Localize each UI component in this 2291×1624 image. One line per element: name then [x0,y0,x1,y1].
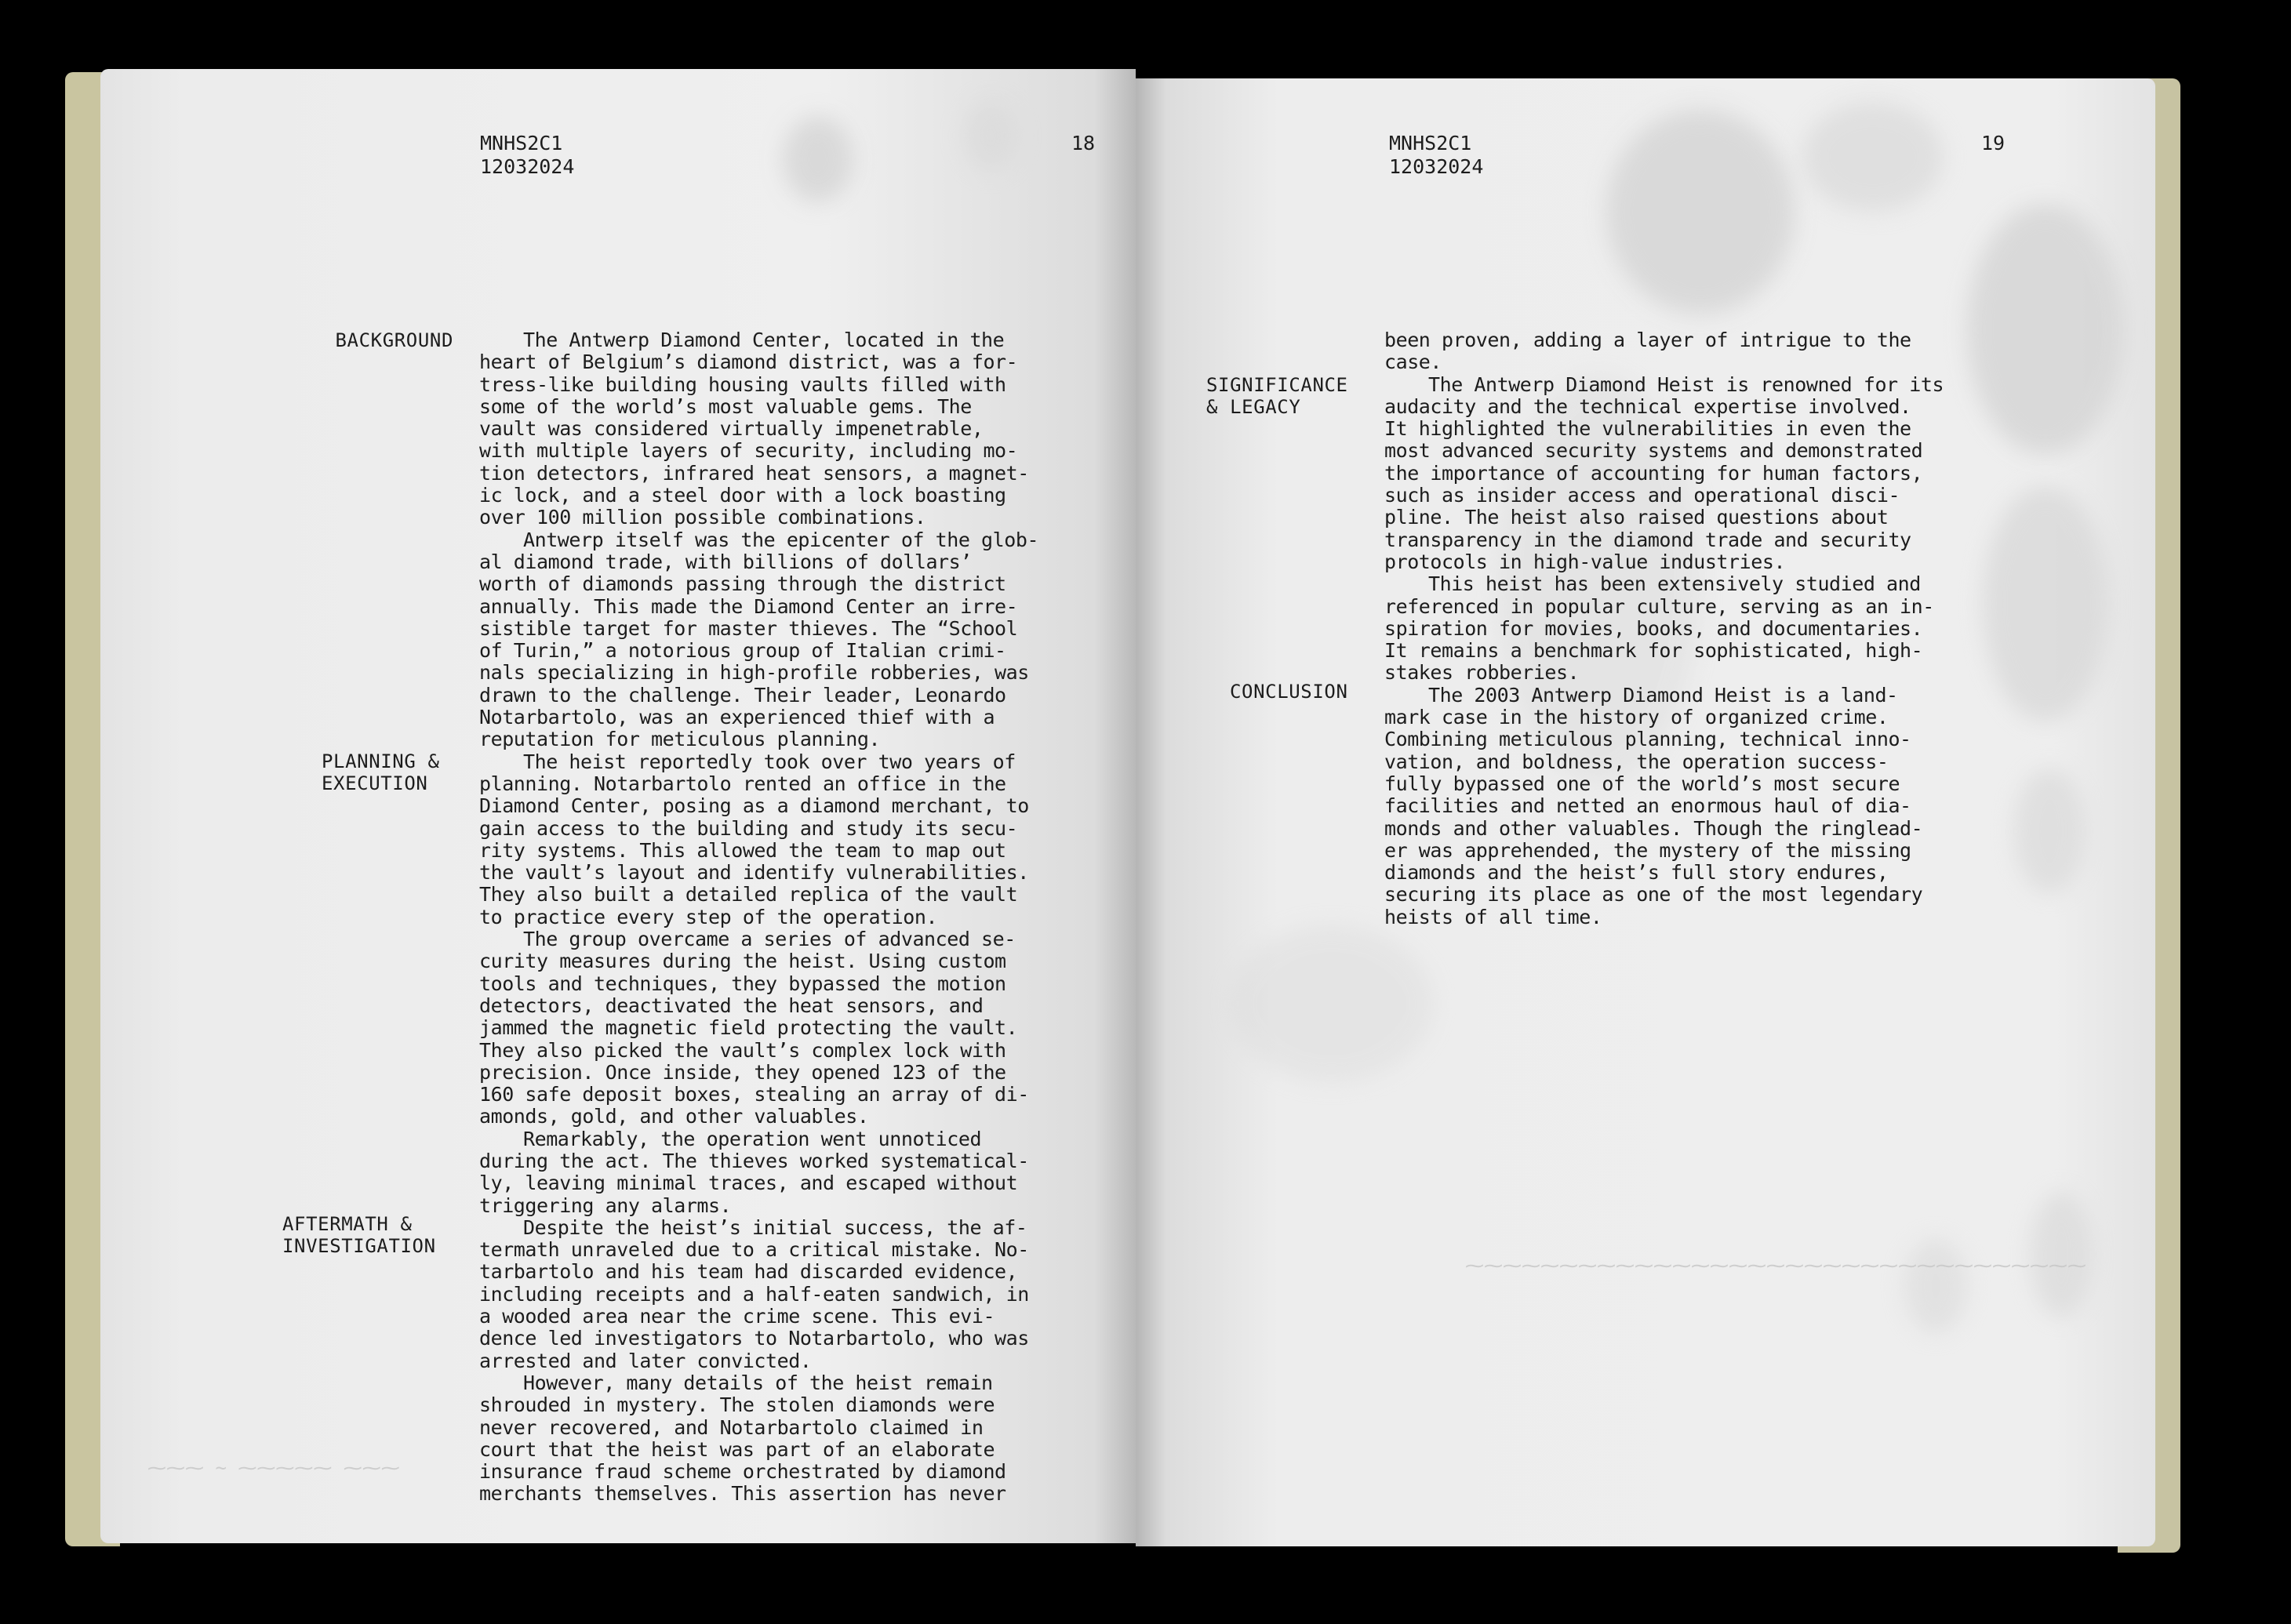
section-label-aftermath-investigation: AFTERMATH & INVESTIGATION [282,1213,436,1258]
text-line: tress-like building housing vaults filled with [479,372,1006,396]
text-line: ly, leaving minimal traces, and escaped without [479,1172,1018,1195]
doc-code: MNHS2C1 [1389,132,1472,154]
text-line: a wooded area near the crime scene. This evi- [479,1305,995,1328]
text-line: audacity and the technical expertise involved. [1384,394,1911,418]
text-line: the vault’s layout and identify vulnerabilities. [479,861,1029,885]
text-line: the importance of accounting for human factors, [1384,461,1923,485]
text-line: However, many details of the heist remain [523,1371,993,1394]
text-line: case. [1384,351,1442,374]
section-label-background: BACKGROUND [335,329,453,351]
text-line: gain access to the building and study its secu- [479,816,1018,840]
text-line: court that the heist was part of an elaborate [479,1437,995,1461]
text-line: merchants themselves. This assertion has never [479,1482,1006,1506]
text-line: nals specializing in high-profile robberies, was [479,661,1029,685]
text-line: such as insider access and operational disci- [1384,484,1900,507]
text-line: been proven, adding a layer of intrigue to the [1384,329,1911,351]
text-line: jammed the magnetic field protecting the vault. [479,1016,1018,1040]
text-line: referenced in popular culture, serving as an in- [1384,594,1934,618]
text-line: never recovered, and Notarbartolo claimed in [479,1415,984,1439]
doc-date: 12032024 [1389,155,1484,178]
doc-date: 12032024 [480,155,575,178]
text-line: monds and other valuables. Though the ringlead- [1384,816,1923,840]
text-line: most advanced security systems and demonstrated [1384,439,1923,463]
ink-blot [2014,768,2085,894]
ink-blot [963,100,1018,171]
text-line: protocols in high-value industries. [1384,550,1786,573]
text-line: Combining meticulous planning, technical inno- [1384,728,1911,751]
text-line: mark case in the history of organized crime. [1384,706,1889,729]
text-line: al diamond trade, with billions of dollars’ [479,550,972,573]
text-line: drawn to the challenge. Their leader, Leonardo [479,683,1006,707]
text-line: ic lock, and a steel door with a lock boasting [479,484,1006,507]
text-line: amonds, gold, and other valuables. [479,1105,869,1128]
right-body-text [1384,329,2016,928]
right-header [1389,132,1483,179]
section-label-significance-legacy: SIGNIFICANCE & LEGACY [1206,374,1348,419]
text-line: heists of all time. [1384,905,1602,928]
text-line: over 100 million possible combinations. [479,506,926,529]
text-line: arrested and later convicted. [479,1349,812,1372]
text-line: planning. Notarbartolo rented an office in the [479,772,1006,795]
text-line: transparency in the diamond trade and security [1384,528,1911,551]
text-line: pline. The heist also raised questions about [1384,506,1889,529]
text-line: It remains a benchmark for sophisticated, high- [1384,639,1923,663]
show-through-text: ⁓⁓⁓⁓⁓⁓⁓⁓⁓⁓⁓⁓⁓⁓⁓⁓⁓⁓⁓⁓⁓⁓⁓⁓⁓⁓⁓⁓⁓⁓⁓⁓⁓ [1465,1255,2086,1277]
text-line: They also built a detailed replica of the vault [479,883,1018,906]
text-line: detectors, deactivated the heat sensors, and [479,994,984,1017]
text-line: Remarkably, the operation went unnoticed [523,1127,982,1150]
text-line: tools and techniques, they bypassed the motion [479,972,1006,995]
show-through-text: ⁓⁓⁓ ~ ⁓⁓⁓⁓⁓ ⁓⁓⁓ [147,1457,400,1479]
text-line: This heist has been extensively studied and [1428,572,1921,596]
ink-blot [1802,102,1944,212]
text-line: with multiple layers of security, including mo- [479,439,1018,463]
ink-blot [1606,110,1795,314]
ink-blot [1904,1239,1967,1333]
text-line: triggering any alarms. [479,1193,732,1217]
section-label-conclusion: CONCLUSION [1230,681,1348,703]
text-line: The 2003 Antwerp Diamond Heist is a land- [1428,683,1898,707]
text-line: Diamond Center, posing as a diamond merchant, to [479,794,1029,818]
left-body-text [479,329,1111,1506]
text-line: reputation for meticulous planning. [479,728,881,751]
text-line: The group overcame a series of advanced se- [523,928,1016,951]
text-line: annually. This made the Diamond Center an irre- [479,594,1018,618]
text-line: insurance fraud scheme orchestrated by diamond [479,1460,1006,1484]
section-label-planning-execution: PLANNING & EXECUTION [322,750,440,795]
page-number: 19 [1981,132,2006,154]
text-line: precision. Once inside, they opened 123 of the [479,1060,1006,1084]
page-number: 18 [1071,132,1096,154]
doc-code: MNHS2C1 [480,132,563,154]
text-line: diamonds and the heist’s full story endures, [1384,861,1889,885]
text-line: tion detectors, infrared heat sensors, a magnet- [479,461,1029,485]
text-line: er was apprehended, the mystery of the missing [1384,838,1911,862]
text-line: heart of Belgium’s diamond district, was a for- [479,351,1018,374]
text-line: vation, and boldness, the operation success- [1384,750,1889,773]
text-line: The heist reportedly took over two years of [523,750,1016,773]
text-line: spiration for movies, books, and documentaries. [1384,616,1923,640]
text-line: vault was considered virtually impenetrable, [479,417,984,441]
text-line: Notarbartolo, was an experienced thief with a [479,706,995,729]
text-line: It highlighted the vulnerabilities in even the [1384,417,1911,441]
text-line: of Turin,” a notorious group of Italian crimi- [479,639,1006,663]
text-line: curity measures during the heist. Using custom [479,950,1006,973]
text-line: They also picked the vault’s complex lock with [479,1038,1006,1062]
text-line: some of the world’s most valuable gems. The [479,394,972,418]
text-line: The Antwerp Diamond Center, located in the [523,329,1005,351]
ink-blot [1230,925,1434,1082]
text-line: dence led investigators to Notarbartolo, who was [479,1327,1029,1350]
text-line: stakes robberies. [1384,661,1580,685]
text-line: during the act. The thieves worked systematical- [479,1149,1029,1172]
text-line: tarbartolo and his team had discarded evidence, [479,1260,1018,1284]
text-line: facilities and netted an enormous haul of dia- [1384,794,1911,818]
text-line: termath unraveled due to a critical mistake. No- [479,1238,1029,1262]
text-line: 160 safe deposit boxes, stealing an array of di- [479,1083,1029,1106]
text-line: securing its place as one of the most legendary [1384,883,1923,906]
text-line: sistible target for master thieves. The “School [479,616,1018,640]
ink-blot [783,116,853,202]
text-line: rity systems. This allowed the team to map out [479,838,1006,862]
text-line: fully bypassed one of the world’s most secure [1384,772,1900,795]
text-line: including receipts and a half-eaten sandwich, in [479,1282,1029,1306]
text-line: worth of diamonds passing through the district [479,572,1006,596]
text-line: to practice every step of the operation. [479,905,938,928]
text-line: Despite the heist’s initial success, the af- [523,1215,1027,1239]
text-line: The Antwerp Diamond Heist is renowned for its [1428,372,1944,396]
left-header [480,132,574,179]
text-line: shrouded in mystery. The stolen diamonds were [479,1393,995,1417]
text-line: Antwerp itself was the epicenter of the glob- [523,528,1039,551]
